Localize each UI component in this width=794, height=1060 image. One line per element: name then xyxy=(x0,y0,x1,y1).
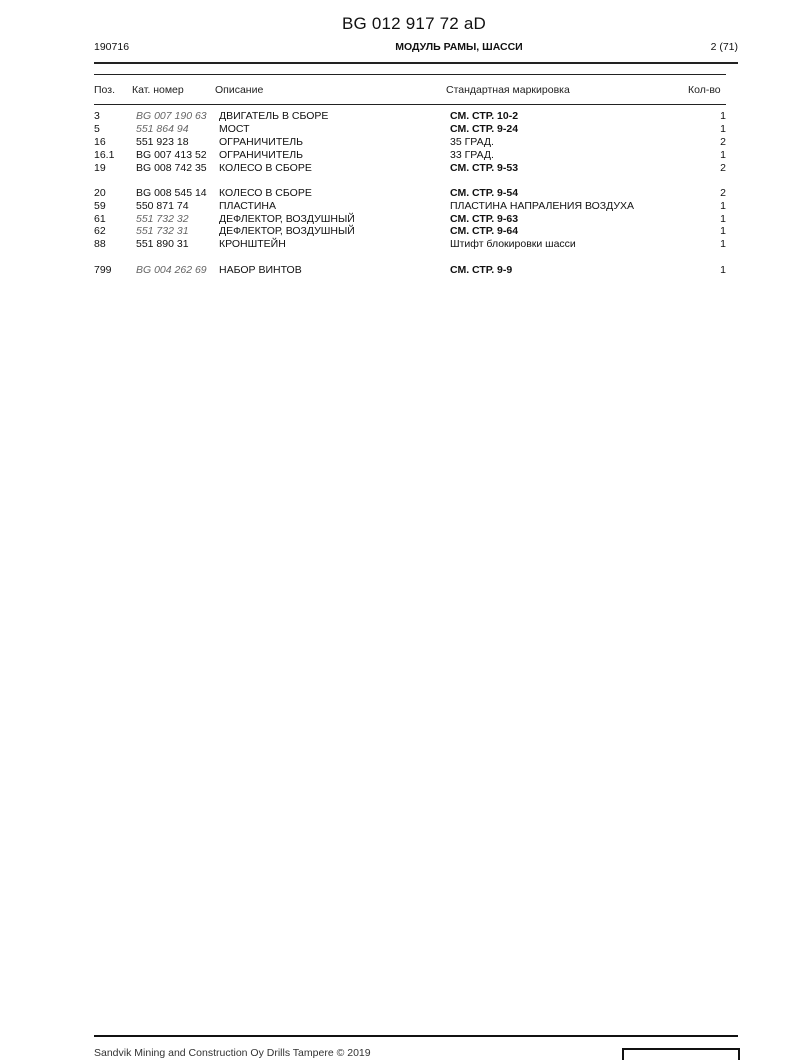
row-mark: 35 ГРАД. xyxy=(450,136,494,148)
row-pos: 19 xyxy=(94,162,106,174)
row-pos: 20 xyxy=(94,187,106,199)
row-cat-link[interactable]: BG 007 190 63 xyxy=(136,110,207,122)
row-qty: 1 xyxy=(720,213,726,225)
row-qty: 1 xyxy=(720,149,726,161)
row-cat: BG 007 413 52 xyxy=(136,149,207,161)
row-mark-link[interactable]: СМ. СТР. 9-24 xyxy=(450,123,519,135)
row-cat-link[interactable]: 551 864 94 xyxy=(136,123,189,135)
row-cat-link[interactable]: BG 004 262 69 xyxy=(136,264,207,276)
table-row xyxy=(94,110,726,123)
column-header-cat: Кат. номер xyxy=(132,84,184,96)
header-divider xyxy=(94,62,738,64)
row-pos: 16.1 xyxy=(94,149,115,161)
table-top-divider xyxy=(94,74,726,75)
row-cat: 551 890 31 xyxy=(136,238,189,250)
row-desc: ДЕФЛЕКТОР, ВОЗДУШНЫЙ xyxy=(219,213,355,225)
table-row xyxy=(94,162,726,175)
row-mark: Штифт блокировки шасси xyxy=(450,238,576,250)
page-header xyxy=(94,41,738,55)
column-header-qty: Кол-во xyxy=(688,84,721,96)
row-mark: ПЛАСТИНА НАПРАЛЕНИЯ ВОЗДУХА xyxy=(450,200,635,212)
column-header-desc: Описание xyxy=(215,84,264,96)
row-mark: 33 ГРАД. xyxy=(450,149,494,161)
page-number: 2 (71) xyxy=(710,41,738,53)
row-desc: ДВИГАТЕЛЬ В СБОРЕ xyxy=(219,110,329,122)
row-pos: 59 xyxy=(94,200,106,212)
row-pos: 5 xyxy=(94,123,100,135)
row-cat: 551 923 18 xyxy=(136,136,189,148)
row-desc: ДЕФЛЕКТОР, ВОЗДУШНЫЙ xyxy=(219,225,355,237)
table-row xyxy=(94,149,726,162)
row-qty: 1 xyxy=(720,123,726,135)
row-mark-link[interactable]: СМ. СТР. 9-63 xyxy=(450,213,519,225)
row-cat-link[interactable]: 551 732 31 xyxy=(136,225,189,237)
row-pos: 88 xyxy=(94,238,106,250)
row-qty: 2 xyxy=(720,187,726,199)
row-desc: МОСТ xyxy=(219,123,250,135)
document-title: BG 012 917 72 aD xyxy=(341,14,487,33)
row-mark-link[interactable]: СМ. СТР. 9-54 xyxy=(450,187,519,199)
row-desc: ОГРАНИЧИТЕЛЬ xyxy=(219,149,304,161)
row-qty: 2 xyxy=(720,162,726,174)
row-qty: 1 xyxy=(720,110,726,122)
brand-logo xyxy=(622,1048,740,1060)
module-title: МОДУЛЬ РАМЫ, ШАССИ xyxy=(395,41,523,53)
table-row xyxy=(94,200,726,213)
row-desc: КРОНШТЕЙН xyxy=(219,238,286,250)
table-row xyxy=(94,123,726,136)
table-row xyxy=(94,136,726,149)
row-qty: 1 xyxy=(720,225,726,237)
row-cat: BG 008 742 35 xyxy=(136,162,207,174)
table-row xyxy=(94,238,726,251)
row-mark-link[interactable]: СМ. СТР. 9-53 xyxy=(450,162,519,174)
row-mark-link[interactable]: СМ. СТР. 10-2 xyxy=(450,110,519,122)
row-pos: 16 xyxy=(94,136,106,148)
row-desc: ОГРАНИЧИТЕЛЬ xyxy=(219,136,304,148)
row-desc: КОЛЕСО В СБОРЕ xyxy=(219,162,312,174)
row-mark-link[interactable]: СМ. СТР. 9-9 xyxy=(450,264,513,276)
table-header-divider xyxy=(94,104,726,105)
footer-copyright: Sandvik Mining and Construction Oy Drills Tampere © 2019 xyxy=(94,1047,371,1059)
table-row xyxy=(94,264,726,277)
column-header-mark: Стандартная маркировка xyxy=(446,84,570,96)
row-pos: 799 xyxy=(94,264,112,276)
row-cat: BG 008 545 14 xyxy=(136,187,207,199)
row-pos: 62 xyxy=(94,225,106,237)
document-date: 190716 xyxy=(94,41,130,53)
row-desc: КОЛЕСО В СБОРЕ xyxy=(219,187,312,199)
row-desc: ПЛАСТИНА xyxy=(219,200,276,212)
table-row xyxy=(94,225,726,238)
row-qty: 1 xyxy=(720,200,726,212)
row-cat: 550 871 74 xyxy=(136,200,189,212)
row-qty: 1 xyxy=(720,264,726,276)
row-cat-link[interactable]: 551 732 32 xyxy=(136,213,189,225)
table-row xyxy=(94,187,726,200)
footer-divider xyxy=(94,1035,738,1037)
row-pos: 61 xyxy=(94,213,106,225)
row-qty: 1 xyxy=(720,238,726,250)
row-qty: 2 xyxy=(720,136,726,148)
column-header-pos: Поз. xyxy=(94,84,115,96)
row-mark-link[interactable]: СМ. СТР. 9-64 xyxy=(450,225,519,237)
row-pos: 3 xyxy=(94,110,100,122)
row-desc: НАБОР ВИНТОВ xyxy=(219,264,302,276)
